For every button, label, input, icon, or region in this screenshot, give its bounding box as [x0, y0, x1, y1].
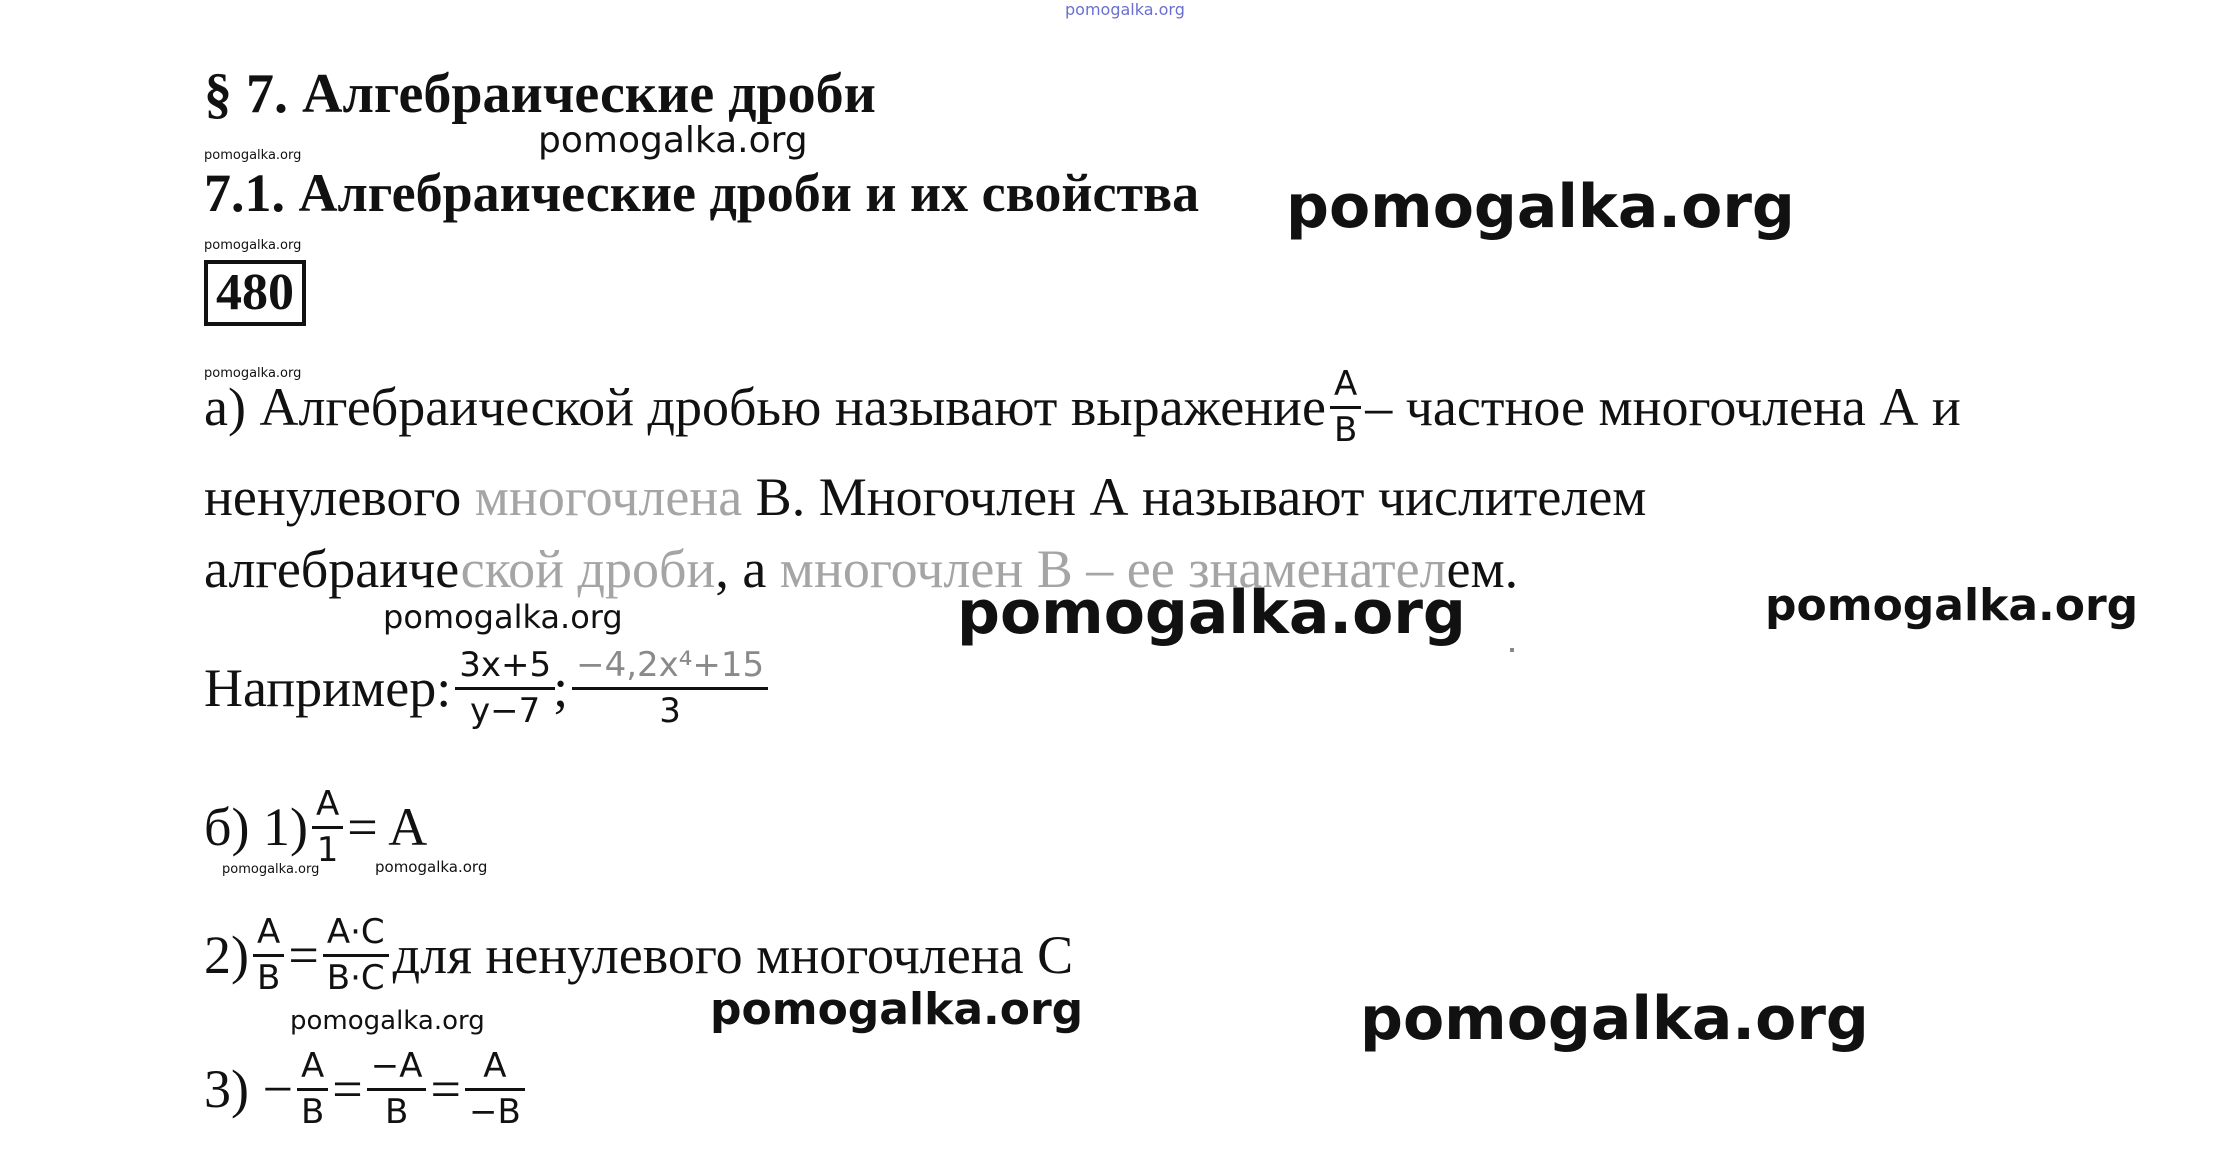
- fraction-numerator: −A: [370, 1046, 423, 1086]
- watermark-medium: pomogalka.org: [710, 984, 1084, 1035]
- watermark-large: pomogalka.org: [1286, 172, 1795, 242]
- text-segment: алгебраиче: [204, 539, 461, 599]
- equation-rhs: = A: [347, 797, 428, 857]
- example-label: Например:: [204, 658, 452, 718]
- fraction-numerator: A·C: [326, 912, 385, 952]
- watermark-top: pomogalka.org: [1065, 0, 1185, 19]
- part-a-line1: [204, 357, 1961, 457]
- exercise-number: 480: [204, 260, 306, 326]
- fraction-numerator: −4,2x⁴+15: [576, 645, 765, 685]
- watermark-large: pomogalka.org: [957, 578, 1466, 648]
- watermark-medium: pomogalka.org: [1765, 580, 2139, 631]
- fraction-a-over-b: [1330, 363, 1361, 451]
- text-segment: , а: [715, 539, 780, 599]
- item3-label: 3) −: [204, 1059, 293, 1119]
- part-a-line1-start: Алгебраической дробью называют выражение: [259, 377, 1326, 437]
- part-b-item3: [204, 1030, 529, 1148]
- subsection-title: 7.1. Алгебраические дроби и их свойства: [204, 163, 1200, 223]
- text-segment-faded: многочлена: [461, 467, 743, 527]
- fraction-example-1: [455, 644, 555, 732]
- stray-mark: [1510, 648, 1514, 652]
- fraction-a-over-b: [297, 1045, 328, 1133]
- fraction-numerator: A: [300, 1046, 325, 1086]
- part-a-label: а): [204, 377, 246, 437]
- fraction-a-over-neg-b: [465, 1045, 525, 1133]
- watermark-tiny: pomogalka.org: [222, 862, 320, 877]
- text-segment-faded: многочлен В – ее знаменател: [779, 539, 1447, 599]
- fraction-denominator: B: [300, 1091, 325, 1132]
- fraction-denominator: 1: [316, 829, 339, 870]
- text-segment: ем.: [1446, 539, 1519, 599]
- text-segment: В. Многочлен А называют числителем: [742, 467, 1647, 527]
- equals-sign: =: [332, 1059, 363, 1119]
- watermark-tiny: pomogalka.org: [204, 148, 302, 163]
- fraction-neg-a-over-b: [367, 1045, 427, 1133]
- fraction-numerator: A: [1333, 364, 1358, 404]
- fraction-example-2: [572, 644, 768, 732]
- equals-sign: =: [288, 925, 319, 985]
- watermark-small: pomogalka.org: [290, 1006, 485, 1036]
- fraction-numerator: A: [257, 912, 281, 952]
- equals-sign: =: [430, 1059, 461, 1119]
- fraction-numerator: A: [483, 1046, 507, 1086]
- fraction-numerator: 3x+5: [459, 645, 552, 685]
- section-title: § 7. Алгебраические дроби: [204, 63, 876, 125]
- watermark-tiny: pomogalka.org: [204, 366, 302, 381]
- fraction-denominator: B·C: [326, 957, 385, 998]
- fraction-a-over-1: [312, 783, 343, 871]
- fraction-denominator: y−7: [470, 690, 541, 731]
- watermark-tiny: pomogalka.org: [204, 238, 302, 253]
- text-segment: ненулевого: [204, 467, 462, 527]
- fraction-denominator: B: [1333, 409, 1358, 450]
- part-a-line2: [204, 467, 1647, 527]
- fraction-numerator: A: [315, 784, 340, 824]
- fraction-denominator: B: [256, 957, 281, 998]
- fraction-ac-over-bc: [323, 911, 389, 999]
- part-b-label: б) 1): [204, 797, 308, 857]
- example-line: [204, 628, 772, 748]
- watermark-medium: pomogalka.org: [538, 120, 808, 161]
- watermark-tiny: pomogalka.org: [375, 858, 488, 876]
- watermark-large: pomogalka.org: [1360, 984, 1869, 1054]
- item2-text: для ненулевого многочлена С: [392, 925, 1074, 985]
- fraction-denominator: −B: [468, 1091, 521, 1132]
- example-separator: ;: [553, 658, 569, 718]
- watermark-medium: pomogalka.org: [383, 598, 623, 636]
- fraction-a-over-b: [253, 911, 284, 999]
- part-a-line1-end: – частное многочлена А и: [1365, 377, 1961, 437]
- fraction-denominator: B: [384, 1091, 409, 1132]
- item2-label: 2): [204, 925, 249, 985]
- text-segment-faded: ской дроби: [460, 539, 716, 599]
- fraction-denominator: 3: [659, 690, 681, 731]
